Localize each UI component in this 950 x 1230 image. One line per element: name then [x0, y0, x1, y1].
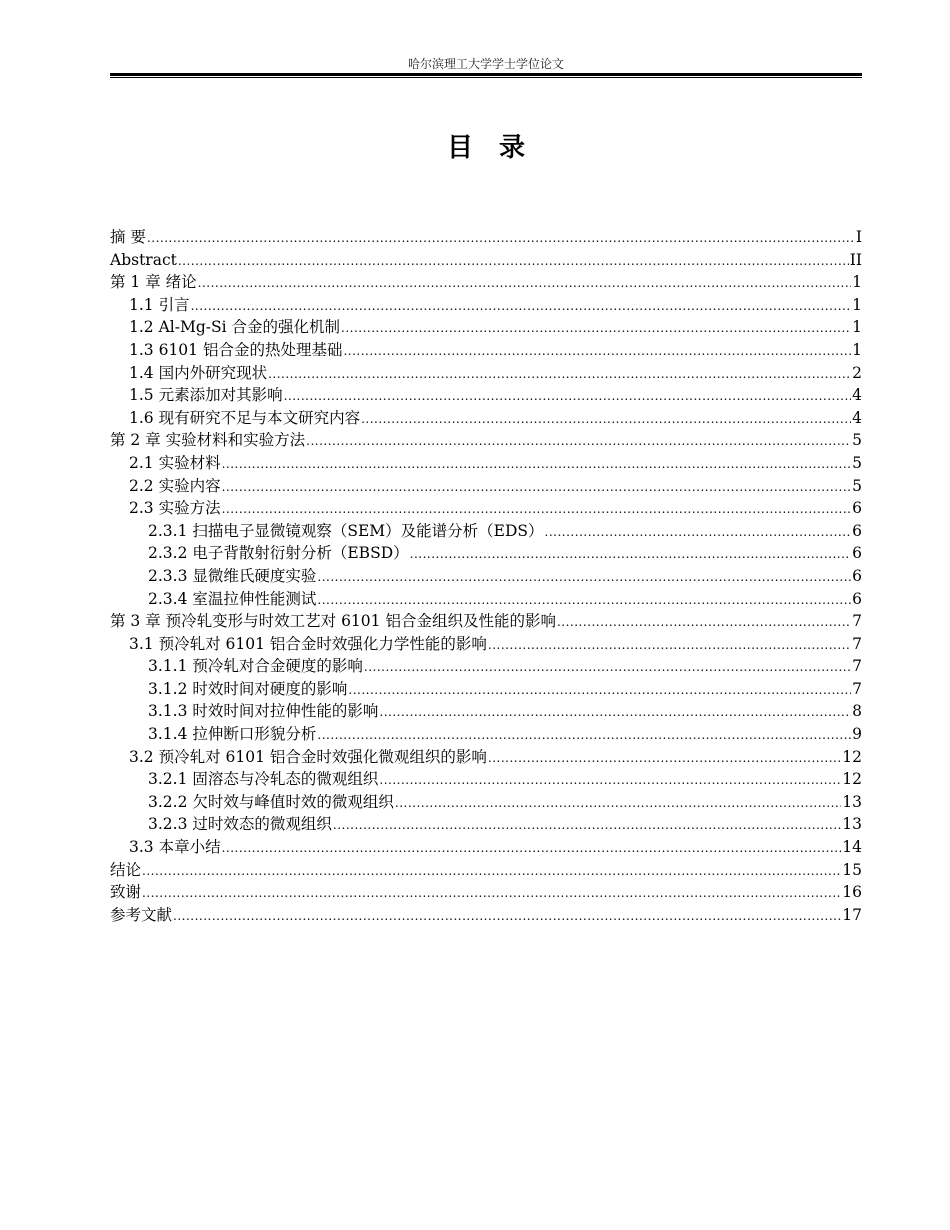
toc-entry-label: 2.3.1 扫描电子显微镜观察（SEM）及能谱分析（EDS） [148, 521, 544, 540]
toc-entry[interactable] [110, 339, 862, 362]
toc-leader-dots [317, 589, 851, 612]
toc-entry-page: 1 [852, 340, 862, 359]
toc-leader-dots [222, 476, 852, 499]
toc-entry-label: 3.1.2 时效时间对硬度的影响 [148, 679, 348, 698]
toc-entry[interactable] [110, 520, 862, 543]
toc-leader-dots [488, 747, 841, 770]
page-title: 目录 [446, 133, 551, 163]
toc-entry[interactable] [110, 768, 862, 791]
toc-entry-label: 3.1.1 预冷轧对合金硬度的影响 [148, 657, 363, 676]
toc-entry[interactable] [110, 655, 862, 678]
toc-entry[interactable] [110, 746, 862, 769]
toc-entry-page: II [849, 250, 862, 269]
toc-entry-label: 摘 要 [110, 228, 146, 246]
toc-leader-dots [395, 792, 841, 815]
toc-entry-label: 第 2 章 实验材料和实验方法 [110, 431, 306, 450]
toc-entry[interactable] [110, 836, 862, 859]
toc-entry-page: 1 [852, 295, 862, 314]
toc-entry-page: 7 [852, 634, 862, 653]
toc-entry[interactable] [110, 813, 862, 836]
toc-entry-page: 4 [852, 408, 862, 427]
toc-leader-dots [317, 724, 851, 747]
toc-entry-page: 6 [852, 566, 862, 585]
toc-entry-label: 结论 [110, 860, 142, 879]
toc-entry-page: 13 [842, 792, 862, 811]
toc-entry-label: 1.4 国内外研究现状 [129, 363, 268, 382]
toc-entry-label: 第 1 章 绪论 [110, 273, 197, 292]
toc-entry-page: 2 [852, 363, 862, 382]
toc-entry-label: Abstract [110, 250, 177, 269]
toc-entry-page: 5 [852, 476, 862, 495]
toc-entry-page: 5 [852, 431, 862, 450]
toc-entry[interactable] [110, 226, 862, 249]
toc-leader-dots [364, 656, 851, 679]
toc-entry[interactable] [110, 633, 862, 656]
header-rule-thin [110, 77, 862, 78]
toc-entry-page: 6 [852, 499, 862, 518]
toc-entry-label: 致谢 [110, 883, 142, 902]
toc-leader-dots [222, 498, 852, 521]
toc-entry[interactable] [110, 700, 862, 723]
toc-entry-page: 4 [852, 386, 862, 405]
toc-entry[interactable] [110, 271, 862, 294]
toc-leader-dots [178, 250, 849, 273]
toc-entry[interactable] [110, 249, 862, 272]
toc-leader-dots [142, 882, 841, 905]
toc-entry-label: 2.3.4 室温拉伸性能测试 [148, 589, 317, 608]
toc-leader-dots [191, 295, 852, 318]
toc-entry-page: 6 [852, 521, 862, 540]
toc-entry[interactable] [110, 316, 862, 339]
toc-entry-page: 6 [852, 544, 862, 563]
toc-entry[interactable] [110, 565, 862, 588]
toc-leader-dots [173, 905, 841, 928]
toc-leader-dots [545, 521, 852, 544]
toc-leader-dots [343, 340, 851, 363]
toc-leader-dots [268, 363, 851, 386]
toc-leader-dots [333, 814, 841, 837]
toc-entry-label: 3.1 预冷轧对 6101 铝合金时效强化力学性能的影响 [129, 634, 487, 653]
toc-entry-label: 2.3.2 电子背散射衍射分析（EBSD） [148, 544, 409, 563]
toc-entry[interactable] [110, 497, 862, 520]
toc-entry-label: 3.2.1 固溶态与冷轧态的微观组织 [148, 770, 379, 789]
toc-entry-page: I [855, 228, 862, 246]
toc-leader-dots [222, 453, 852, 476]
toc-entry-label: 第 3 章 预冷轧变形与时效工艺对 6101 铝合金组织及性能的影响 [110, 612, 556, 631]
toc-entry[interactable] [110, 362, 862, 385]
toc-entry[interactable] [110, 881, 862, 904]
toc-entry-label: 1.6 现有研究不足与本文研究内容 [129, 408, 361, 427]
toc-leader-dots [147, 227, 855, 250]
toc-leader-dots [410, 543, 852, 566]
toc-leader-dots [317, 566, 851, 589]
toc-entry-page: 7 [852, 679, 862, 698]
toc-entry[interactable] [110, 723, 862, 746]
toc-leader-dots [361, 408, 851, 431]
toc-entry-label: 2.3 实验方法 [129, 499, 221, 518]
toc-leader-dots [284, 385, 852, 408]
table-of-contents [110, 226, 862, 926]
toc-entry-label: 2.1 实验材料 [129, 453, 221, 472]
toc-leader-dots [306, 430, 851, 453]
toc-entry-page: 15 [842, 860, 862, 879]
toc-entry-page: 8 [852, 702, 862, 721]
toc-leader-dots [379, 701, 851, 724]
toc-entry-label: 1.1 引言 [129, 295, 190, 314]
toc-leader-dots [557, 611, 851, 634]
toc-entry[interactable] [110, 452, 862, 475]
toc-entry[interactable] [110, 384, 862, 407]
toc-leader-dots [379, 769, 841, 792]
toc-entry-page: 9 [852, 725, 862, 744]
toc-entry-page: 1 [852, 318, 862, 337]
toc-entry-page: 12 [842, 770, 862, 789]
toc-entry-label: 2.2 实验内容 [129, 476, 221, 495]
toc-entry-page: 12 [842, 747, 862, 766]
toc-leader-dots [198, 272, 851, 295]
running-header: 哈尔滨理工大学学士学位论文 [407, 57, 564, 71]
toc-leader-dots [348, 679, 851, 702]
toc-entry-page: 16 [842, 883, 862, 902]
toc-entry[interactable] [110, 294, 862, 317]
toc-entry-label: 3.2.3 过时效态的微观组织 [148, 815, 332, 834]
toc-entry-page: 6 [852, 589, 862, 608]
toc-entry[interactable] [110, 610, 862, 633]
toc-entry[interactable] [110, 475, 862, 498]
toc-entry-label: 1.2 Al-Mg-Si 合金的强化机制 [129, 318, 340, 337]
toc-entry[interactable] [110, 791, 862, 814]
toc-entry-page: 17 [842, 905, 862, 924]
toc-entry[interactable] [110, 429, 862, 452]
toc-entry-page: 7 [852, 612, 862, 631]
header-rule-thick [110, 73, 862, 76]
toc-entry-label: 3.1.3 时效时间对拉伸性能的影响 [148, 702, 379, 721]
toc-entry-label: 3.3 本章小结 [129, 838, 221, 857]
toc-entry[interactable] [110, 678, 862, 701]
toc-entry-label: 1.3 6101 铝合金的热处理基础 [129, 340, 343, 359]
toc-entry[interactable] [110, 407, 862, 430]
toc-entry-label: 3.1.4 拉伸断口形貌分析 [148, 725, 317, 744]
toc-entry[interactable] [110, 859, 862, 882]
toc-leader-dots [222, 837, 842, 860]
toc-entry-page: 5 [852, 453, 862, 472]
toc-leader-dots [341, 317, 851, 340]
toc-entry-label: 参考文献 [110, 905, 173, 924]
toc-entry-page: 1 [852, 273, 862, 292]
toc-entry-label: 2.3.3 显微维氏硬度实验 [148, 566, 317, 585]
toc-entry-page: 14 [842, 838, 862, 857]
toc-entry-page: 7 [852, 657, 862, 676]
toc-entry[interactable] [110, 588, 862, 611]
toc-entry-page: 13 [842, 815, 862, 834]
toc-entry-label: 3.2 预冷轧对 6101 铝合金时效强化微观组织的影响 [129, 747, 487, 766]
toc-entry[interactable] [110, 542, 862, 565]
toc-leader-dots [142, 860, 841, 883]
toc-entry[interactable] [110, 904, 862, 927]
toc-leader-dots [488, 634, 851, 657]
toc-entry-label: 3.2.2 欠时效与峰值时效的微观组织 [148, 792, 394, 811]
toc-entry-label: 1.5 元素添加对其影响 [129, 386, 283, 405]
